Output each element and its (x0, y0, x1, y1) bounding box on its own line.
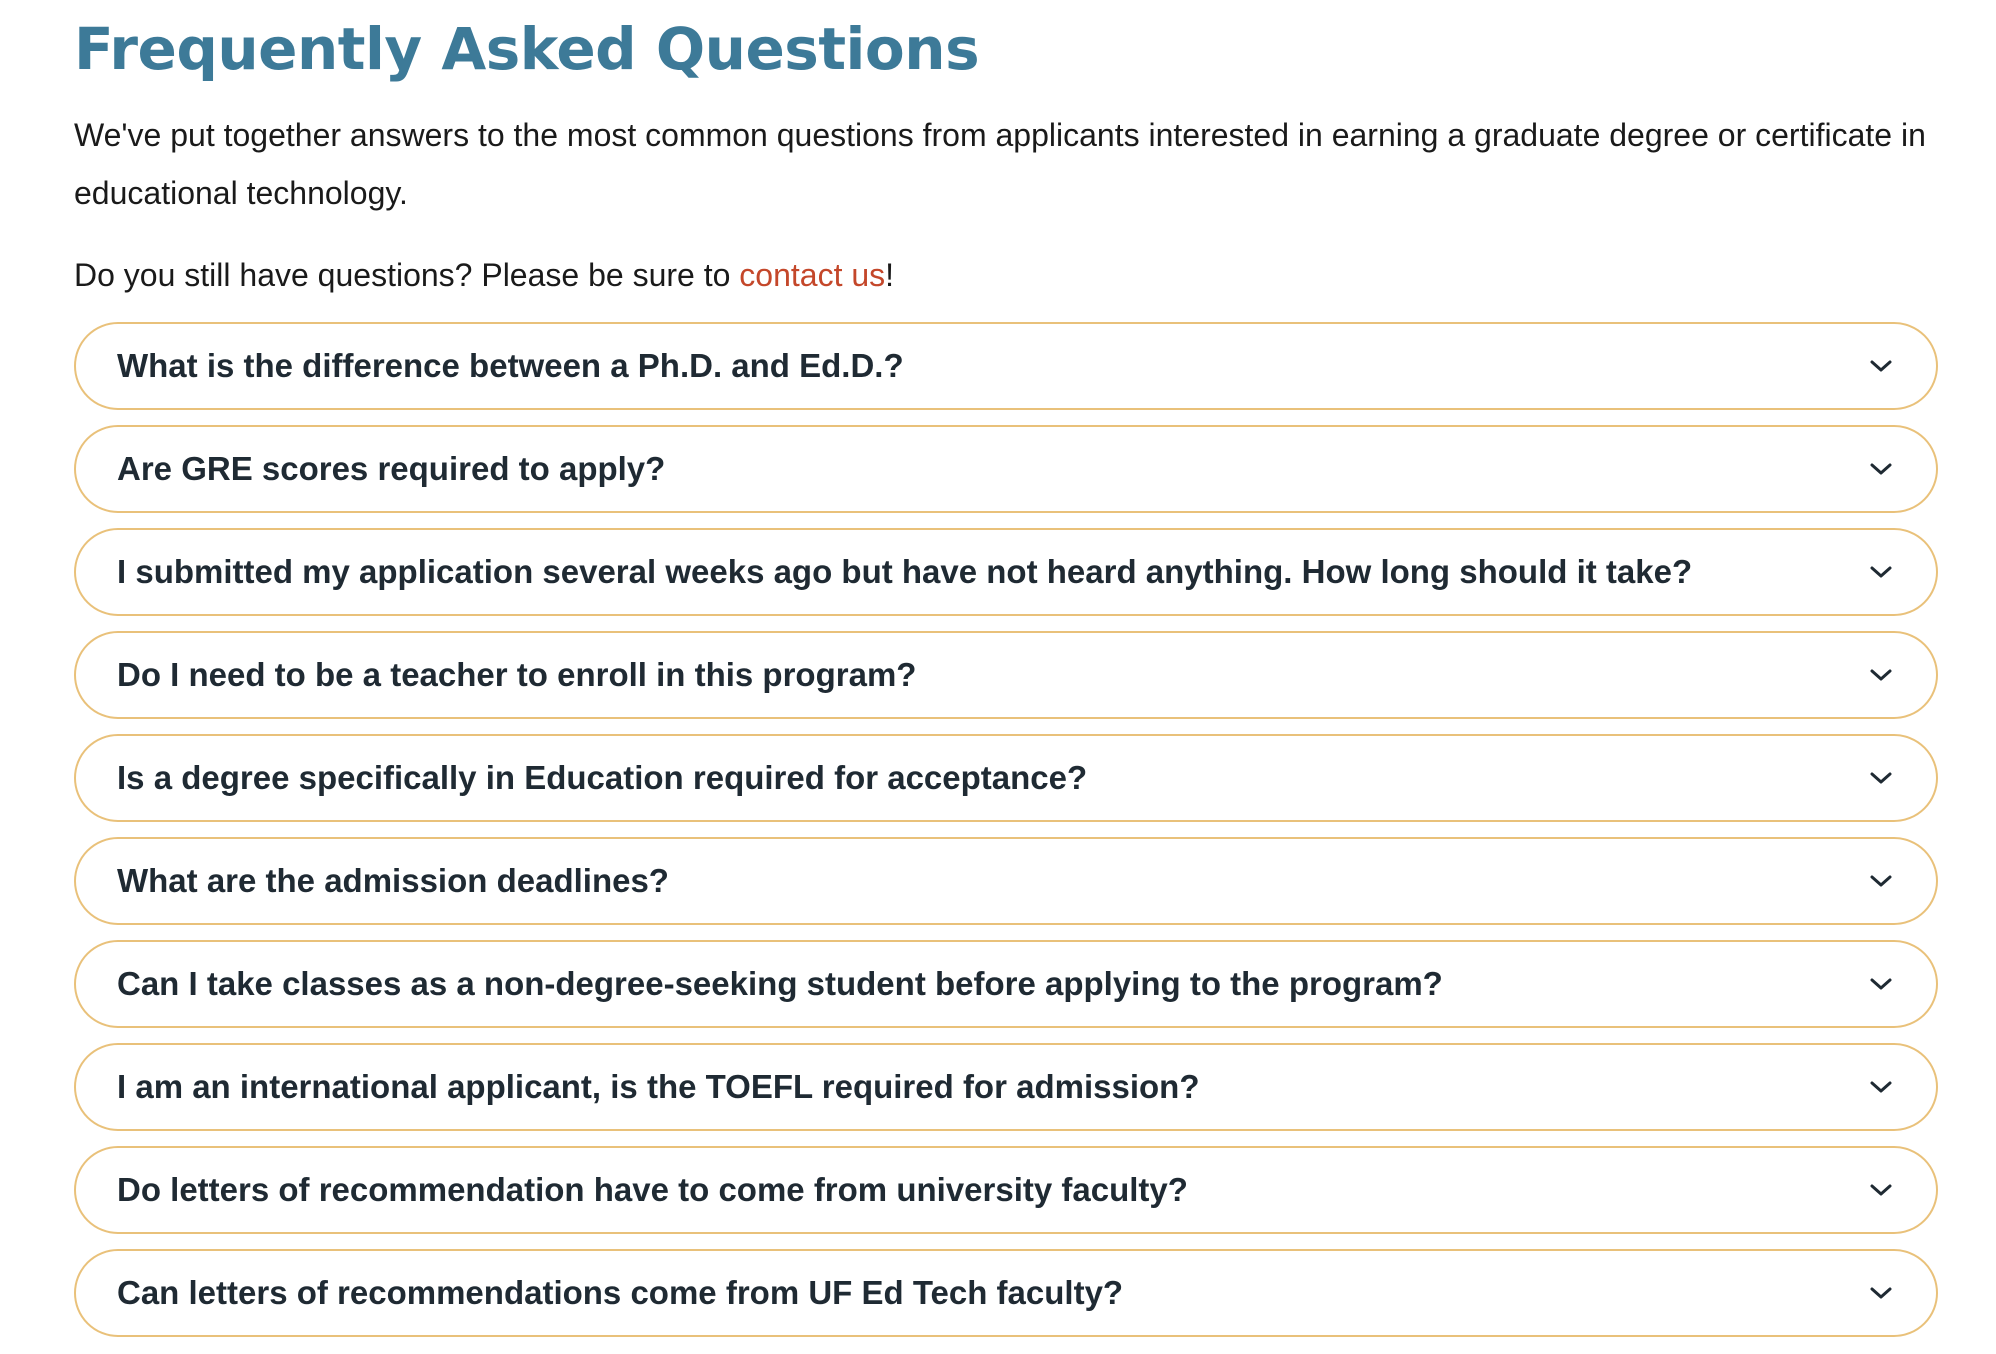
chevron-down-icon[interactable] (1866, 660, 1896, 690)
page-title: Frequently Asked Questions (74, 15, 980, 83)
chevron-down-icon[interactable] (1866, 1175, 1896, 1205)
contact-prompt-prefix: Do you still have questions? Please be sure to (74, 257, 740, 293)
faq-question: Is a degree specifically in Education required for acceptance? (117, 759, 1088, 796)
chevron-down-icon[interactable] (1866, 969, 1896, 999)
faq-question: What are the admission deadlines? (117, 862, 669, 899)
faq-item[interactable] (74, 1249, 1938, 1337)
contact-us-link[interactable]: contact us (739, 257, 886, 293)
faq-item[interactable] (74, 1043, 1938, 1131)
chevron-down-icon[interactable] (1866, 866, 1896, 896)
faq-question: Can I take classes as a non-degree-seeking student before applying to the program? (117, 965, 1443, 1002)
contact-prompt (74, 250, 1944, 300)
faq-item[interactable] (74, 1146, 1938, 1234)
faq-item[interactable] (74, 322, 1938, 410)
chevron-down-icon[interactable] (1866, 763, 1896, 793)
contact-prompt-suffix: ! (885, 257, 895, 293)
faq-item[interactable] (74, 528, 1938, 616)
faq-item[interactable] (74, 940, 1938, 1028)
faq-question: Are GRE scores required to apply? (117, 450, 666, 487)
faq-question: I am an international applicant, is the TOEFL required for admission? (117, 1068, 1200, 1105)
faq-item[interactable] (74, 734, 1938, 822)
faq-item[interactable] (74, 631, 1938, 719)
faq-item[interactable] (74, 425, 1938, 513)
chevron-down-icon[interactable] (1866, 1278, 1896, 1308)
intro-paragraph: We've put together answers to the most common questions from applicants interested in earning a graduate degree or certificate in educational technology. (74, 117, 1926, 211)
faq-question: I submitted my application several weeks ago but have not heard anything. How long should it take? (117, 553, 1693, 590)
faq-question: Do I need to be a teacher to enroll in this program? (117, 656, 917, 693)
faq-question: Do letters of recommendation have to come from university faculty? (117, 1171, 1188, 1208)
faq-accordion (74, 322, 1938, 1337)
chevron-down-icon[interactable] (1866, 1072, 1896, 1102)
faq-item[interactable] (74, 837, 1938, 925)
faq-question: What is the difference between a Ph.D. and Ed.D.? (117, 347, 904, 384)
chevron-down-icon[interactable] (1866, 351, 1896, 381)
chevron-down-icon[interactable] (1866, 557, 1896, 587)
faq-question: Can letters of recommendations come from UF Ed Tech faculty? (117, 1274, 1124, 1311)
chevron-down-icon[interactable] (1866, 454, 1896, 484)
